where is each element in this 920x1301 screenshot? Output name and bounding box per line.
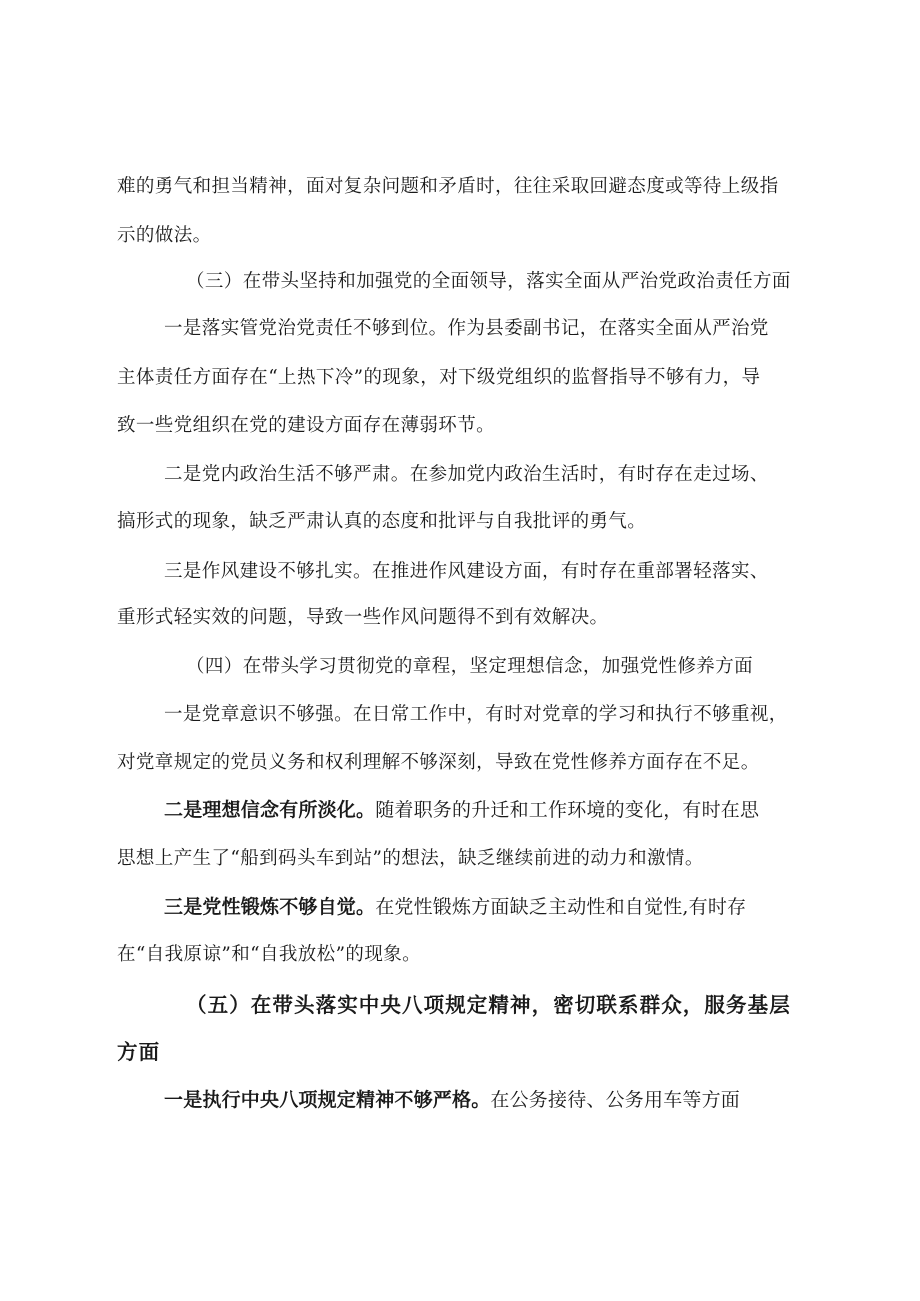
paragraph-text: 在公务接待、公务用车等方面	[490, 1089, 741, 1111]
section-heading-4: （四）在带头学习贯彻党的章程，坚定理想信念，加强党性修养方面	[186, 656, 754, 677]
paragraph-line	[164, 1088, 864, 1112]
paragraph-line: 示的做法。	[117, 225, 212, 246]
paragraph-line: 一是落实管党治党责任不够到位。作为县委副书记，在落实全面从严治党	[164, 318, 769, 339]
bold-lead: 三是党性锻炼不够自觉。	[164, 896, 376, 918]
paragraph-line: 在“自我原谅”和“自我放松”的现象。	[117, 944, 422, 965]
paragraph-line: 思想上产生了“船到码头车到站”的想法，缺乏继续前进的动力和激情。	[117, 848, 704, 869]
paragraph-line: 二是党内政治生活不够严肃。在参加党内政治生活时，有时存在走过场、	[164, 464, 769, 485]
bold-lead: 一是执行中央八项规定精神不够严格。	[164, 1089, 491, 1111]
paragraph-line: 三是作风建设不够扎实。在推进作风建设方面，有时存在重部署轻落实、	[164, 561, 769, 582]
paragraph-text: 随着职务的升迁和工作环境的变化，有时在思	[375, 799, 760, 821]
paragraph-line: 主体责任方面存在“上热下冷”的现象，对下级党组织的监督指导不够有力，导	[117, 367, 761, 388]
section-heading-3: （三）在带头坚持和加强党的全面领导，落实全面从严治党政治责任方面	[186, 271, 791, 292]
paragraph-line: 重形式轻实效的问题，导致一些作风问题得不到有效解决。	[117, 607, 609, 628]
bold-lead: 二是理想信念有所淡化。	[164, 799, 376, 821]
paragraph-line: 对党章规定的党员义务和权利理解不够深刻，导致在党性修养方面存在不足。	[117, 752, 760, 773]
paragraph-line: 致一些党组织在党的建设方面存在薄弱环节。	[117, 415, 496, 436]
paragraph-line: 一是党章意识不够强。在日常工作中，有时对党章的学习和执行不够重视，	[164, 704, 788, 725]
section-heading-5: （五）在带头落实中央八项规定精神，密切联系群众，服务基层	[186, 993, 791, 1017]
paragraph-line	[164, 895, 864, 919]
paragraph-line: 搞形式的现象，缺乏严肃认真的态度和批评与自我批评的勇气。	[117, 511, 647, 532]
paragraph-text: 在党性锻炼方面缺乏主动性和自觉性,有时存	[375, 896, 747, 918]
paragraph-line	[164, 798, 864, 822]
paragraph-line: 难的勇气和担当精神，面对复杂问题和矛盾时，往往采取回避态度或等待上级指	[117, 176, 779, 197]
section-heading-5-cont: 方面	[117, 1040, 161, 1064]
